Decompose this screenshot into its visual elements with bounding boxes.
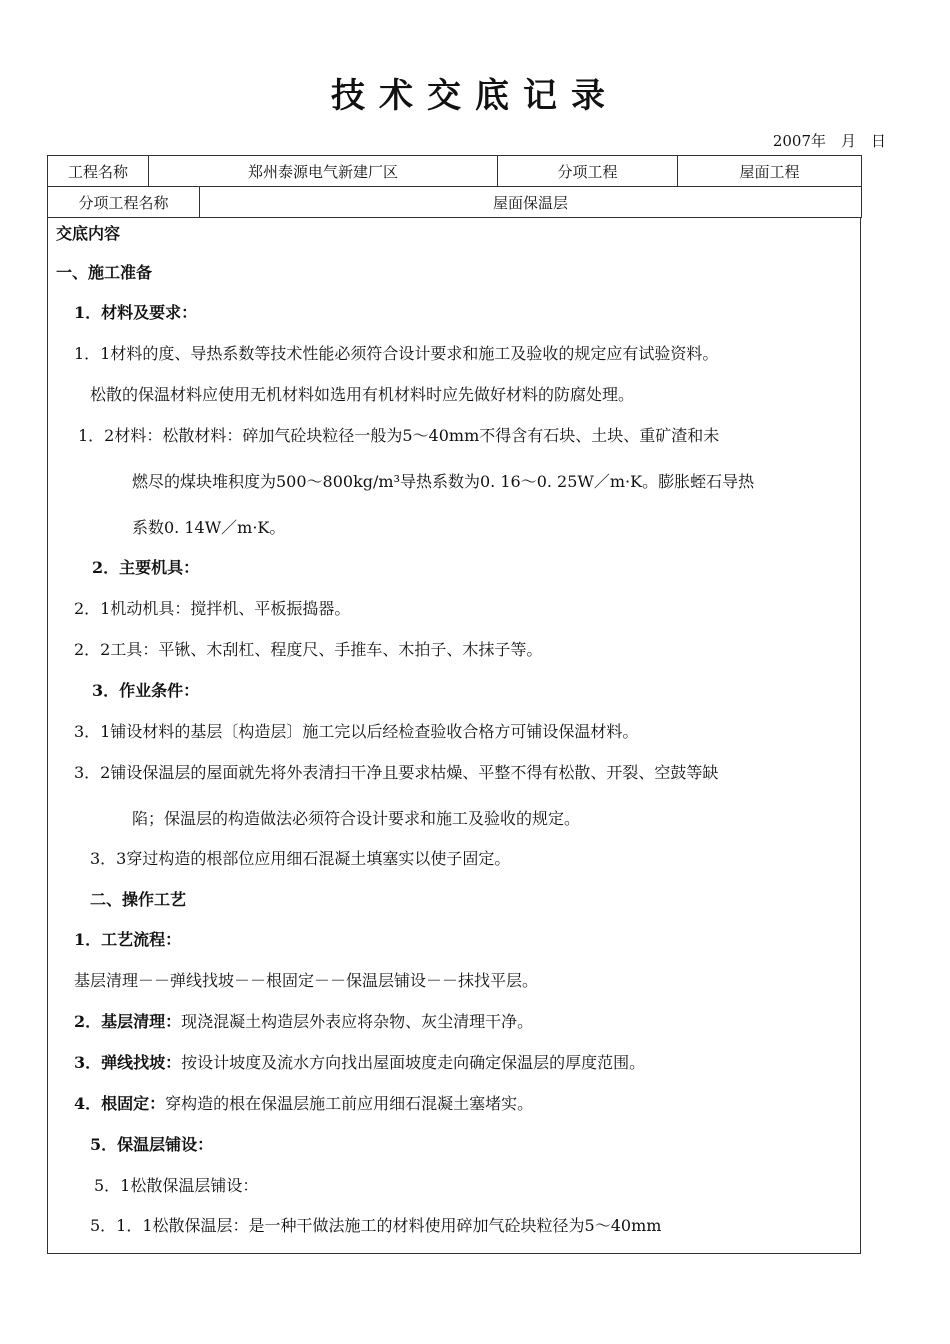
- subsection-process-flow: 1．工艺流程：: [74, 930, 182, 949]
- subsection-work-conditions: 3．作业条件：: [92, 681, 200, 700]
- paragraph-1-1-line1: 1．1材料的度、导热系数等技术性能必须符合设计要求和施工及验收的规定应有试验资料。: [74, 344, 719, 363]
- paragraph-1-2-line3: 系数0. 14W／m·K。: [132, 518, 286, 537]
- project-name-value: 郑州泰源电气新建厂区: [149, 156, 498, 187]
- paragraph-root-fixing: [74, 1094, 533, 1114]
- subproject-label: 分项工程: [498, 156, 678, 187]
- paragraph-process-flow: 基层清理－－弹线找坡－－根固定－－保温层铺设－－抹找平层。: [74, 971, 539, 990]
- slope-marking-text: 按设计坡度及流水方向找出屋面坡度走向确定保温层的厚度范围。: [181, 1053, 646, 1072]
- section-construction-prep: 一、施工准备: [56, 263, 153, 282]
- subsection-insulation-laying: 5．保温层铺设：: [90, 1135, 214, 1154]
- subproject-name-label: 分项工程名称: [48, 187, 200, 218]
- paragraph-1-2-line1: 1．2材料：松散材料：碎加气砼块粒径一般为5～40mm不得含有石块、土块、重矿渣和未: [78, 426, 720, 445]
- paragraph-1-1-line2: 松散的保温材料应使用无机材料如选用有机材料时应先做好材料的防腐处理。: [90, 385, 635, 404]
- paragraph-3-3: 3．3穿过构造的根部位应用细石混凝土填塞实以使子固定。: [90, 849, 511, 868]
- paragraph-slope-marking: [74, 1053, 645, 1073]
- header-row-subproject-name: [48, 187, 862, 218]
- paragraph-3-1: 3．1铺设材料的基层〔构造层〕施工完以后经检查验收合格方可铺设保温材料。: [74, 722, 639, 741]
- paragraph-3-2-line2: 陷；保温层的构造做法必须符合设计要求和施工及验收的规定。: [132, 809, 581, 828]
- subsection-tools: 2．主要机具：: [92, 558, 200, 577]
- subproject-name-value: 屋面保温层: [200, 187, 862, 218]
- base-cleaning-text: 现浇混凝土构造层外表应将杂物、灰尘清理干净。: [181, 1012, 534, 1031]
- paragraph-base-cleaning: [74, 1012, 533, 1032]
- content-heading: 交底内容: [56, 224, 121, 243]
- paragraph-2-2: 2．2工具：平锹、木刮杠、程度尺、手推车、木拍子、木抹子等。: [74, 640, 543, 659]
- base-cleaning-label: 2．基层清理：: [74, 1012, 182, 1031]
- document-title: 技术交底记录: [331, 76, 619, 116]
- root-fixing-label: 4．根固定：: [74, 1094, 166, 1113]
- document-date: 2007年 月 日: [772, 132, 886, 150]
- header-row-project: [48, 156, 862, 187]
- paragraph-5-1: 5．1松散保温层铺设：: [94, 1176, 259, 1195]
- paragraph-2-1: 2．1机动机具：搅拌机、平板振捣器。: [74, 599, 351, 618]
- root-fixing-text: 穿构造的根在保温层施工前应用细石混凝土塞堵实。: [165, 1094, 534, 1113]
- slope-marking-label: 3．弹线找坡：: [74, 1053, 182, 1072]
- paragraph-1-2-line2: 燃尽的煤块堆积度为500～800kg/m³导热系数为0. 16～0. 25W／m·K。膨胀蛭石导热: [132, 472, 755, 491]
- subsection-materials: 1．材料及要求：: [74, 303, 198, 322]
- project-name-label: 工程名称: [48, 156, 149, 187]
- subproject-value: 屋面工程: [678, 156, 862, 187]
- header-table: [47, 155, 862, 218]
- section-operation-process: 二、操作工艺: [90, 890, 187, 909]
- paragraph-5-1-1: 5．1．1松散保温层：是一种干做法施工的材料使用碎加气砼块粒径为5～40mm: [90, 1216, 662, 1235]
- paragraph-3-2-line1: 3．2铺设保温层的屋面就先将外表清扫干净且要求枯燥、平整不得有松散、开裂、空鼓等缺: [74, 763, 719, 782]
